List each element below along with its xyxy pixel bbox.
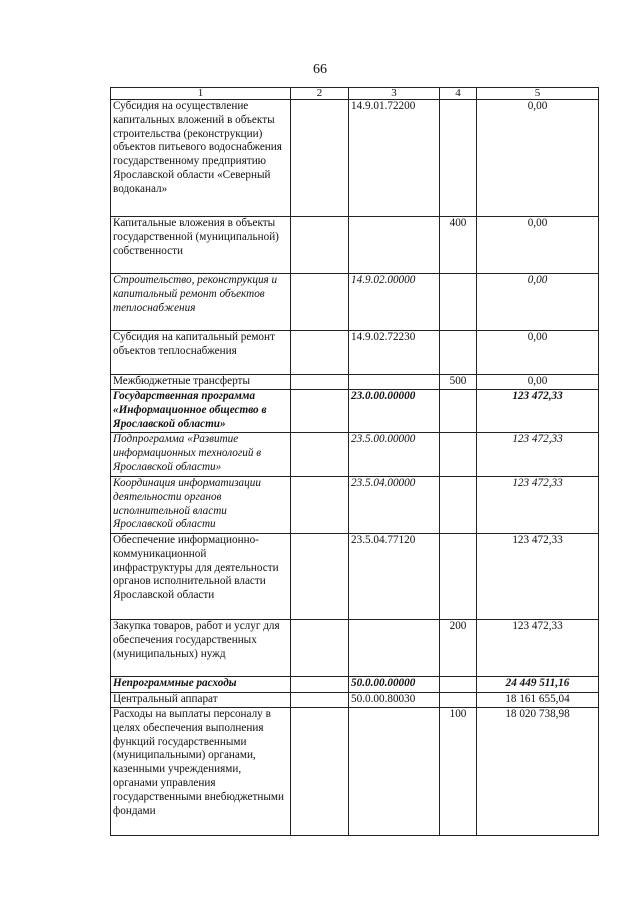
row-type-cell — [440, 477, 477, 534]
page-number: 66 — [313, 62, 327, 77]
row-amount-cell: 123 472,33 — [477, 433, 599, 477]
row-code-cell — [349, 620, 440, 677]
row-amount-cell: 0,00 — [477, 100, 599, 217]
row-name-cell: Подпрограмма «Развитие информационных технологий в Ярославской области» — [111, 433, 291, 477]
row-col2-cell — [291, 217, 349, 274]
column-header: 3 — [349, 88, 440, 100]
row-code-cell: 14.9.02.00000 — [349, 274, 440, 331]
table-row — [111, 390, 599, 433]
row-type-cell: 400 — [440, 217, 477, 274]
table-row — [111, 217, 599, 274]
table-body — [111, 100, 599, 836]
row-col2-cell — [291, 693, 349, 708]
column-header: 2 — [291, 88, 349, 100]
row-type-cell: 100 — [440, 708, 477, 836]
table-row — [111, 708, 599, 836]
budget-table — [110, 87, 599, 836]
row-amount-cell: 0,00 — [477, 217, 599, 274]
row-code-cell — [349, 375, 440, 390]
row-amount-cell: 0,00 — [477, 375, 599, 390]
row-code-cell: 50.0.00.80030 — [349, 693, 440, 708]
table-header-row — [111, 88, 599, 100]
row-amount-cell: 123 472,33 — [477, 534, 599, 620]
row-name-cell: Центральный аппарат — [111, 693, 291, 708]
row-amount-cell: 123 472,33 — [477, 390, 599, 433]
row-col2-cell — [291, 477, 349, 534]
row-amount-cell: 123 472,33 — [477, 620, 599, 677]
row-code-cell: 23.0.00.00000 — [349, 390, 440, 433]
table-row — [111, 100, 599, 217]
row-col2-cell — [291, 708, 349, 836]
row-col2-cell — [291, 100, 349, 217]
column-header: 4 — [440, 88, 477, 100]
row-code-cell: 14.9.01.72200 — [349, 100, 440, 217]
row-amount-cell: 24 449 511,16 — [477, 677, 599, 693]
row-code-cell: 23.5.00.00000 — [349, 433, 440, 477]
table-row — [111, 331, 599, 375]
row-name-cell: Расходы на выплаты персоналу в целях обеспечения выполнения функций государственными (муниципальными) органами, казенными учреждениями, органами управления государственными внебюджетными фондами — [111, 708, 291, 836]
row-amount-cell: 123 472,33 — [477, 477, 599, 534]
table-row — [111, 477, 599, 534]
row-amount-cell: 0,00 — [477, 331, 599, 375]
row-code-cell: 23.5.04.00000 — [349, 477, 440, 534]
row-type-cell — [440, 100, 477, 217]
row-name-cell: Государственная программа «Информационное общество в Ярославской области» — [111, 390, 291, 433]
row-type-cell — [440, 331, 477, 375]
column-header: 5 — [477, 88, 599, 100]
table-row — [111, 534, 599, 620]
row-col2-cell — [291, 331, 349, 375]
row-amount-cell: 18 161 655,04 — [477, 693, 599, 708]
row-type-cell — [440, 274, 477, 331]
row-type-cell — [440, 534, 477, 620]
row-name-cell: Непрограммные расходы — [111, 677, 291, 693]
column-header: 1 — [111, 88, 291, 100]
row-code-cell: 50.0.00.00000 — [349, 677, 440, 693]
row-name-cell: Межбюджетные трансферты — [111, 375, 291, 390]
table-row — [111, 375, 599, 390]
row-col2-cell — [291, 390, 349, 433]
row-col2-cell — [291, 677, 349, 693]
row-type-cell — [440, 433, 477, 477]
row-code-cell — [349, 708, 440, 836]
row-name-cell: Закупка товаров, работ и услуг для обеспечения государственных (муниципальных) нужд — [111, 620, 291, 677]
row-type-cell — [440, 390, 477, 433]
table-row — [111, 274, 599, 331]
row-col2-cell — [291, 375, 349, 390]
table-row — [111, 620, 599, 677]
row-type-cell — [440, 693, 477, 708]
row-name-cell: Капитальные вложения в объекты государственной (муниципальной) собственности — [111, 217, 291, 274]
row-code-cell — [349, 217, 440, 274]
row-name-cell: Субсидия на осуществление капитальных вложений в объекты строительства (реконструкции) объектов питьевого водоснабжения государственному предприятию Ярославской области «Северный водоканал» — [111, 100, 291, 217]
row-amount-cell: 18 020 738,98 — [477, 708, 599, 836]
row-name-cell: Строительство, реконструкция и капитальный ремонт объектов теплоснабжения — [111, 274, 291, 331]
row-name-cell: Субсидия на капитальный ремонт объектов теплоснабжения — [111, 331, 291, 375]
row-col2-cell — [291, 274, 349, 331]
row-code-cell: 14.9.02.72230 — [349, 331, 440, 375]
table-row — [111, 433, 599, 477]
row-col2-cell — [291, 534, 349, 620]
table-row — [111, 693, 599, 708]
row-type-cell — [440, 677, 477, 693]
row-amount-cell: 0,00 — [477, 274, 599, 331]
row-col2-cell — [291, 620, 349, 677]
row-code-cell: 23.5.04.77120 — [349, 534, 440, 620]
row-name-cell: Координация информатизации деятельности органов исполнительной власти Ярославской области — [111, 477, 291, 534]
row-col2-cell — [291, 433, 349, 477]
row-name-cell: Обеспечение информационно-коммуникационной инфраструктуры для деятельности органов исполнительной власти Ярославской области — [111, 534, 291, 620]
row-type-cell: 200 — [440, 620, 477, 677]
table-row — [111, 677, 599, 693]
row-type-cell: 500 — [440, 375, 477, 390]
